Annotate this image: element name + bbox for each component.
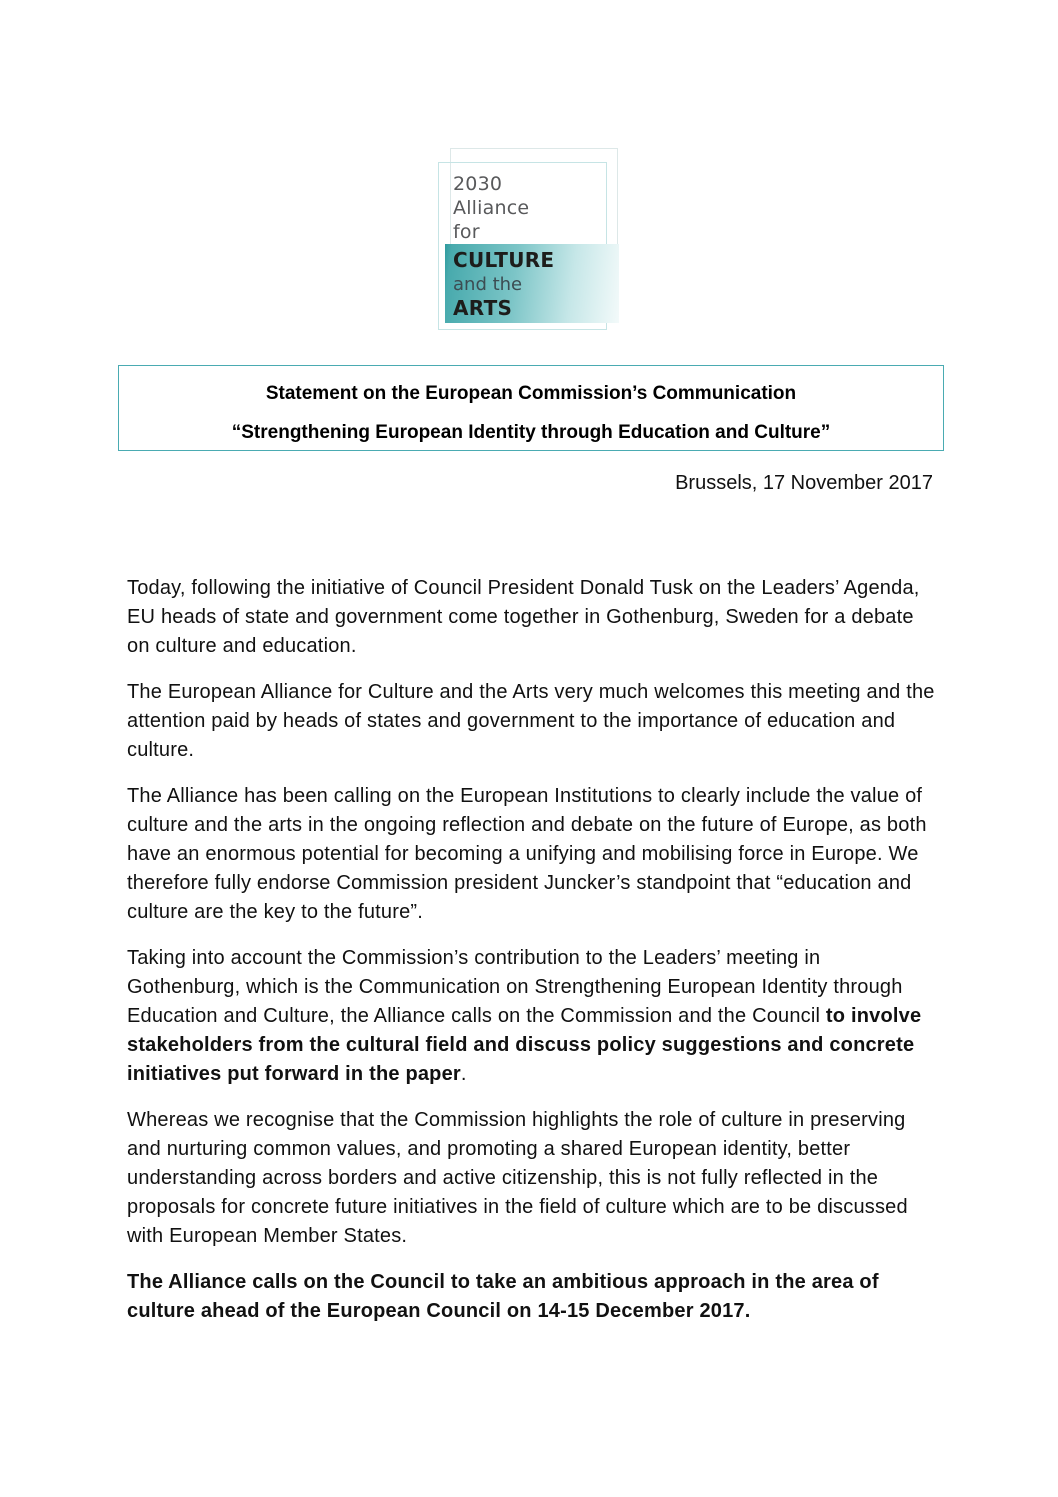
paragraph-3: The Alliance has been calling on the European Institutions to clearly include the value of culture and the arts in the ongoing reflection and debate on the future of Europe, as both have an enormous potential for becoming a unifying and mobilising force in Europe. We therefore fully endorse Commission president Juncker’s standpoint that “education and culture are the key to the future”. <box>127 785 927 923</box>
paragraph-5: Whereas we recognise that the Commission highlights the role of culture in preserving and nurturing common values, and promoting a shared European identity, better understanding across borders and active citizenship, this is not fully reflected in the proposals for concrete future initiatives in the field of culture which are to be discussed with European Member States. <box>127 1109 908 1247</box>
statement-title-line-2: “Strengthening European Identity through Education and Culture” <box>231 422 831 443</box>
logo-alliance: Alliance <box>453 197 530 219</box>
logo-band-text <box>445 244 619 321</box>
paragraph-1: Today, following the initiative of Council President Donald Tusk on the Leaders’ Agenda, EU heads of state and government come together in Gothenburg, Sweden for a debate on culture and education. <box>127 577 920 657</box>
paragraph-4 <box>127 944 939 1089</box>
paragraph-4-normal: Taking into account the Commission’s contribution to the Leaders’ meeting in Gothenburg, which is the Communication on Strengthening European Identity through Education and Culture, the Alliance calls on the Commission and the Council <box>127 947 903 1027</box>
paragraph-2: The European Alliance for Culture and the Arts very much welcomes this meeting and the attention paid by heads of states and government to the importance of education and culture. <box>127 681 935 761</box>
logo-arts: ARTS <box>453 296 513 320</box>
logo-culture: CULTURE <box>453 248 555 272</box>
paragraph-6-bold: The Alliance calls on the Council to take an ambitious approach in the area of culture ahead of the European Council on 14-15 December 2017. <box>127 1271 879 1322</box>
logo-teal-gradient-band <box>445 244 619 323</box>
paragraph-4-bold: to involve stakeholders from the cultural field and discuss policy suggestions and concrete initiatives put forward in the paper <box>127 1005 922 1085</box>
statement-body <box>127 574 939 1343</box>
logo-and-the: and the <box>453 274 523 295</box>
paragraph-4-suffix: . <box>460 1063 467 1085</box>
logo-for: for <box>453 221 480 243</box>
dateline: Brussels, 17 November 2017 <box>675 472 933 494</box>
logo-year: 2030 <box>453 173 503 195</box>
logo-top-text <box>453 172 529 244</box>
statement-title-line-1: Statement on the European Commission’s Communication <box>265 383 797 404</box>
alliance-2030-logo <box>438 148 620 331</box>
statement-title-box <box>118 365 944 451</box>
